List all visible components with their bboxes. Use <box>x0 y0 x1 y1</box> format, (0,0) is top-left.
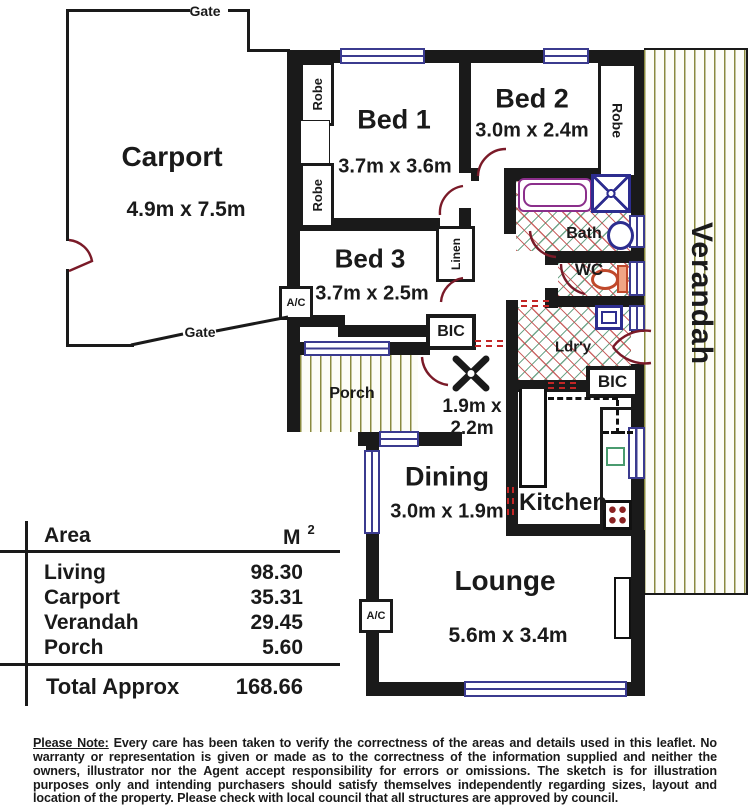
door-arc-carport-gate <box>69 240 92 271</box>
gate-label-top: Gate <box>189 3 221 19</box>
table-hline-total <box>0 663 340 666</box>
table-row-label: Porch <box>44 636 104 659</box>
bic-label: BIC <box>597 372 628 391</box>
door-arc-front <box>422 357 448 385</box>
table-header-unit <box>283 524 315 550</box>
table-unit-m: M <box>283 526 301 549</box>
bed3-dims: 3.7m x 2.5m <box>315 282 429 305</box>
bed2-dims: 3.0m x 2.4m <box>475 119 589 142</box>
table-row-label: Carport <box>44 586 120 609</box>
lounge-name: Lounge <box>454 565 556 596</box>
kitchen-name: Kitchen <box>518 489 608 516</box>
table-total-value: 168.66 <box>235 674 303 699</box>
table-hline-header <box>0 550 340 553</box>
bic-label: BIC <box>437 323 465 340</box>
carport-dims: 4.9m x 7.5m <box>126 198 246 221</box>
table-vline <box>25 521 28 706</box>
lounge-dims: 5.6m x 3.4m <box>448 624 568 647</box>
table-row-value: 35.31 <box>250 586 303 609</box>
disclaimer-body: Every care has been taken to verify the correctness of the areas and details used in this leaflet. No warranty or representation is given or made as to the correctness of the information supplied and neither the owners, illustrator nor the Agent accept responsibility for errors or omissions. The sketch is for illustration purposes only and intending purchasers should satisfy themselves independently regarding sizes, layout and location of the property. Please check with local council that all structures are approved by council. <box>33 736 717 806</box>
table-row-value: 5.60 <box>262 636 303 659</box>
door-arc-bed2 <box>478 149 506 176</box>
door-arc-bath <box>530 231 556 257</box>
hall-dims-line2: 2.2m <box>450 418 494 439</box>
bed1-dims: 3.7m x 3.6m <box>338 155 452 178</box>
porch-name: Porch <box>329 385 375 402</box>
bed2-name: Bed 2 <box>495 83 569 114</box>
bath-name: Bath <box>566 225 602 242</box>
laundry-name: Ldr'y <box>554 338 592 356</box>
table-row-label: Verandah <box>44 611 139 634</box>
carport-name: Carport <box>121 141 223 172</box>
table-row-label: Living <box>44 561 106 584</box>
door-arc-laundry-upper <box>613 331 651 347</box>
robe-label: Robe <box>609 103 626 138</box>
door-arc-bed3 <box>441 278 463 302</box>
wc-name: WC <box>574 260 604 279</box>
table-unit-sup: 2 <box>307 522 315 537</box>
gate-label-left: Gate <box>184 324 216 340</box>
table-total-label: Total Approx <box>46 674 180 699</box>
dining-dims: 3.0m x 1.9m <box>390 500 504 523</box>
linen-label: Linen <box>448 238 463 270</box>
robe-label: Robe <box>309 77 325 111</box>
hall-dims-line1: 1.9m x <box>442 396 502 417</box>
ac-label: A/C <box>366 610 386 622</box>
bed3-name: Bed 3 <box>334 243 406 274</box>
verandah-name: Verandah <box>685 222 718 366</box>
dining-name: Dining <box>405 461 489 492</box>
table-row-value: 98.30 <box>250 561 303 584</box>
door-arc-laundry-lower <box>613 347 651 363</box>
bed1-name: Bed 1 <box>357 104 431 135</box>
gate-line-diagonal-1 <box>131 334 183 345</box>
gate-line-diagonal-2 <box>216 317 288 331</box>
ac-label: A/C <box>286 297 306 309</box>
table-header-area: Area <box>44 524 91 547</box>
robe-label: Robe <box>309 179 325 212</box>
ceiling-fan-icon <box>456 359 486 388</box>
disclaimer-lead: Please Note: <box>33 736 109 750</box>
disclaimer-note <box>33 737 717 806</box>
table-row-value: 29.45 <box>250 611 303 634</box>
door-arc-bed1 <box>440 186 463 215</box>
